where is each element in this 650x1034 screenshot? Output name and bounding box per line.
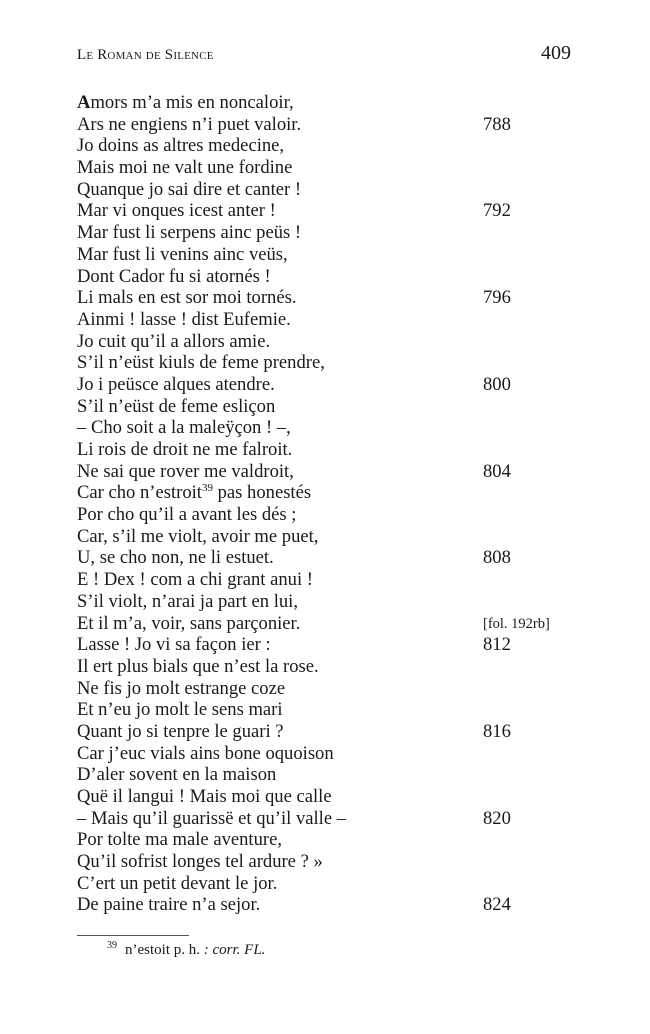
verse-text: C’ert un petit devant le jor. [77,872,278,894]
verse-text: Jo i peüsce alques atendre. [77,373,275,395]
verse-line [77,764,597,786]
verse-line [77,873,597,895]
page-number: 409 [541,42,571,64]
verse-text: Ainmi ! lasse ! dist Eufemie. [77,308,291,330]
verse-line [77,569,597,591]
verse-text: Ne fis jo molt estrange coze [77,677,286,699]
line-number: 812 [483,634,511,656]
verse-line [77,244,597,266]
verse-line [77,613,597,635]
verse-text: Qu’il sofrist longes tel ardure ? » [77,851,323,873]
verse-text: Et n’eu jo molt le sens mari [77,699,283,721]
line-number: 788 [483,113,511,135]
verse-line [77,656,597,678]
verse-text: Li rois de droit ne me falroit. [77,439,293,460]
line-number: 800 [483,373,511,395]
line-number: 824 [483,894,511,916]
folio-reference: [fol. 192rb] [483,615,550,632]
verse-line [77,699,597,721]
verse-text: S’il n’eüst de feme esliçon [77,395,276,417]
verse-line [77,547,597,569]
footnote-reference: 39 [201,482,213,495]
verse-line [77,678,597,700]
verse-text: Mar vi onques icest anter ! [77,200,276,222]
verse-text: Mar fust li venins ainc veüs, [77,243,288,265]
verse-text: Car cho n’estroit [77,482,202,504]
verse-text: S’il n’eüst kiuls de feme prendre, [77,352,325,374]
verse-text: Lasse ! Jo vi sa façon ier : [77,634,271,656]
verse-text: Mar fust li serpens ainc peüs ! [77,222,302,244]
verse-line [77,417,597,439]
line-number: 808 [483,547,511,569]
verse-line [77,829,597,851]
verse-text: Dont Cador fu si atornés ! [77,265,271,287]
verse-text: D’aler sovent en la maison [77,764,277,786]
footnote-text: n’estoit p. h. [125,942,200,958]
verse-text: U, se cho non, ne li estuet. [77,547,274,569]
running-header-title: Le Roman de Silence [77,47,214,63]
verse-text: Ars ne engiens n’i puet valoir. [77,113,302,135]
verse-text: Quanque jo sai dire et canter ! [77,178,302,200]
verse-line [77,461,597,483]
verse-line [77,222,597,244]
verse-line [77,721,597,743]
verse-line [77,482,597,504]
verse-line [77,114,597,136]
verse-line [77,743,597,765]
verse-text: Por tolte ma male aventure, [77,829,282,851]
verse-text: E ! Dex ! com a chi grant anui ! [77,569,313,591]
verse-text: Amors m’a mis en noncaloir, [77,92,294,113]
verse-line [77,526,597,548]
verse-text: Quë il langui ! Mais moi que calle [77,786,332,807]
line-number: 792 [483,200,511,222]
verse-line [77,591,597,613]
verse-text: Et il m’a, voir, sans parçonier. [77,612,301,634]
verse-line [77,287,597,309]
verse-line [77,786,597,808]
verse-line [77,504,597,526]
verse-line [77,92,597,114]
footnote [107,942,265,959]
verse-line [77,331,597,353]
verse-line [77,808,597,830]
footnote-rule [77,935,189,936]
verse-text: S’il violt, n’arai ja part en lui, [77,590,299,612]
verse-lines [77,92,597,916]
line-number: 796 [483,287,511,309]
verse-line [77,179,597,201]
footnote-correction: : corr. FL. [200,942,266,958]
verse-line [77,851,597,873]
verse-text: Li mals en est sor moi tornés. [77,287,297,309]
verse-line [77,352,597,374]
verse-text: Jo cuit qu’il a allors amie. [77,330,271,352]
verse-text: Ne sai que rover me valdroit, [77,460,294,482]
verse-text: – Cho soit a la maleÿçon ! –, [77,417,291,439]
verse-text: Car j’euc vials ains bone oquoison [77,742,334,764]
verse-line [77,894,597,916]
verse-line [77,266,597,288]
initial-letter: A [77,92,91,113]
verse-text: Por cho qu’il a avant les dés ; [77,504,297,526]
line-number: 804 [483,460,511,482]
verse-text: – Mais qu’il guarissë et qu’il valle – [77,807,347,829]
verse-line [77,396,597,418]
verse-text: Car, s’il me violt, avoir me puet, [77,525,319,547]
verse-line [77,157,597,179]
verse-text: Mais moi ne valt une fordine [77,157,293,179]
verse-line [77,200,597,222]
verse-text-continued: pas honestés [212,482,312,504]
verse-line [77,135,597,157]
footnote-mark: 39 [107,940,117,951]
verse-text: Il ert plus bials que n’est la rose. [77,655,319,677]
verse-line [77,309,597,331]
verse-text: Quant jo si tenpre le guari ? [77,720,284,742]
verse-line [77,439,597,461]
verse-text: De paine traire n’a sejor. [77,894,261,916]
line-number: 820 [483,807,511,829]
line-number: 816 [483,720,511,742]
verse-text: Jo doins as altres medecine, [77,135,285,157]
verse-line [77,374,597,396]
verse-line [77,634,597,656]
